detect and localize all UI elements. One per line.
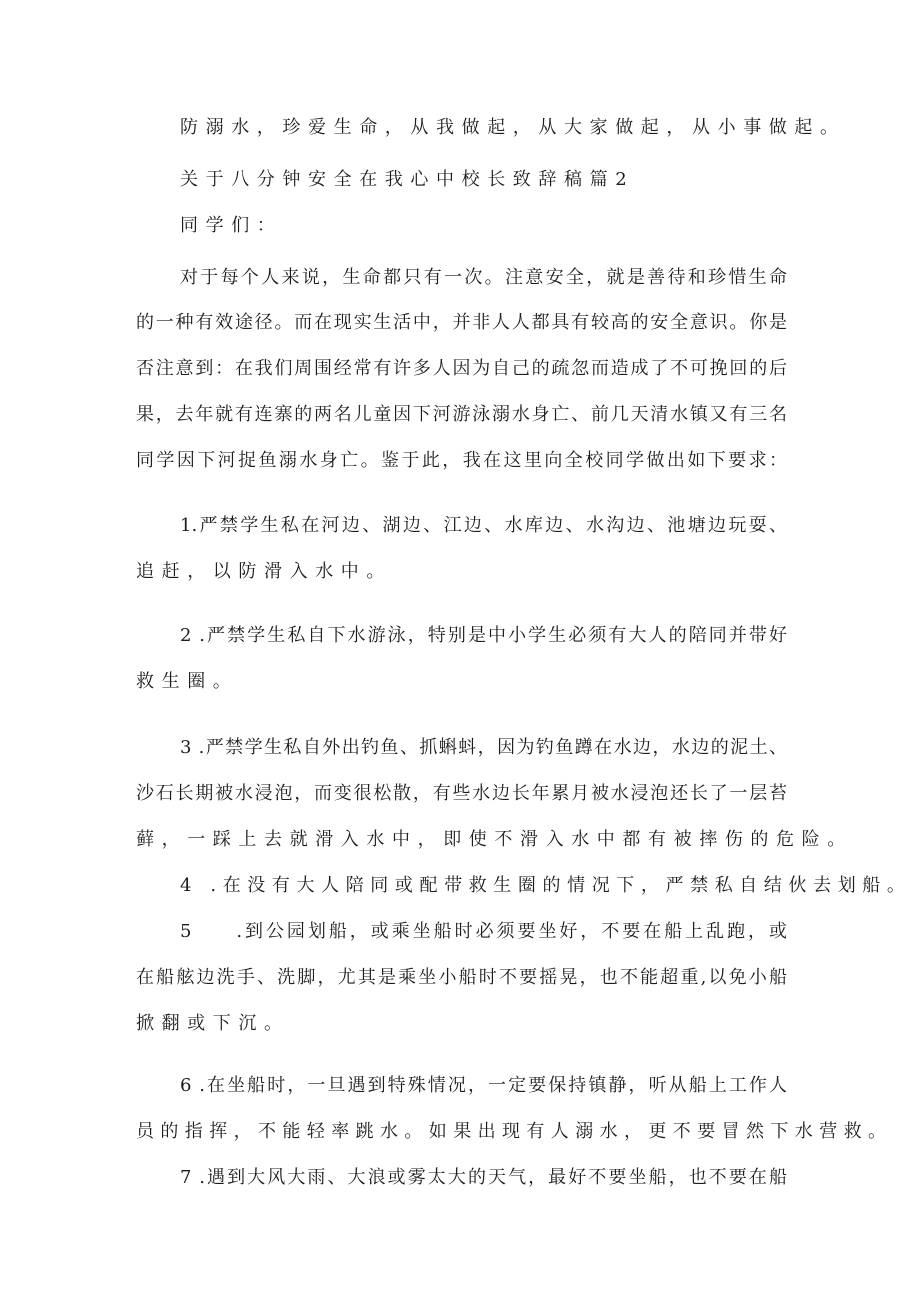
rule-line: 1.严禁学生私在河边、湖边、江边、水库边、水沟边、池塘边玩耍、 (180, 515, 787, 536)
paragraph-line: 否注意到：在我们周围经常有许多人因为自己的疏忽而造成了不可挽回的后 (136, 358, 787, 379)
rule-line: 5 .到公园划船，或乘坐船时必须要坐好，不要在船上乱跑，或 (180, 921, 787, 942)
salutation: 同学们： (180, 215, 283, 236)
paragraph-line: 同学因下河捉鱼溺水身亡。鉴于此，我在这里向全校同学做出如下要求： (136, 450, 787, 471)
rule-line: 救生圈。 (136, 671, 239, 692)
rule-line: 藓，一踩上去就滑入水中，即使不滑入水中都有被摔伤的危险。 (136, 829, 853, 850)
rule-line: 掀翻或下沉。 (136, 1013, 290, 1034)
closing-line: 防溺水，珍爱生命，从我做起，从大家做起，从小事做起。 (180, 117, 846, 138)
section-title: 关于八分钟安全在我心中校长致辞稿篇2 (180, 169, 635, 190)
rule-line: 追赶，以防滑入水中。 (136, 561, 392, 582)
rule-line: 6 .在坐船时，一旦遇到特殊情况，一定要保持镇静，听从船上工作人 (180, 1075, 787, 1096)
rule-line: 4 .在没有大人陪同或配带救生圈的情况下，严禁私自结伙去划船。 (180, 875, 912, 896)
rule-line: 沙石长期被水浸泡，而变很松散，有些水边长年累月被水浸泡还长了一层苔 (136, 783, 787, 804)
paragraph-line: 对于每个人来说，生命都只有一次。注意安全，就是善待和珍惜生命 (180, 267, 787, 288)
paragraph-line: 果，去年就有连寨的两名儿童因下河游泳溺水身亡、前几天清水镇又有三名 (136, 404, 787, 425)
paragraph-line: 的一种有效途径。而在现实生活中，并非人人都具有较高的安全意识。你是 (136, 312, 787, 333)
rule-line: 7 .遇到大风大雨、大浪或雾太大的天气，最好不要坐船，也不要在船 (180, 1167, 787, 1188)
rule-line: 2 .严禁学生私自下水游泳，特别是中小学生必须有大人的陪同并带好 (180, 625, 787, 646)
rule-line: 员的指挥，不能轻率跳水。如果出现有人溺水，更不要冒然下水营救。 (136, 1121, 893, 1142)
rule-line: 3 .严禁学生私自外出钓鱼、抓蝌蚪，因为钓鱼蹲在水边，水边的泥土、 (180, 737, 787, 758)
rule-line: 在船舷边洗手、洗脚，尤其是乘坐小船时不要摇晃，也不能超重,以免小船 (136, 967, 787, 988)
